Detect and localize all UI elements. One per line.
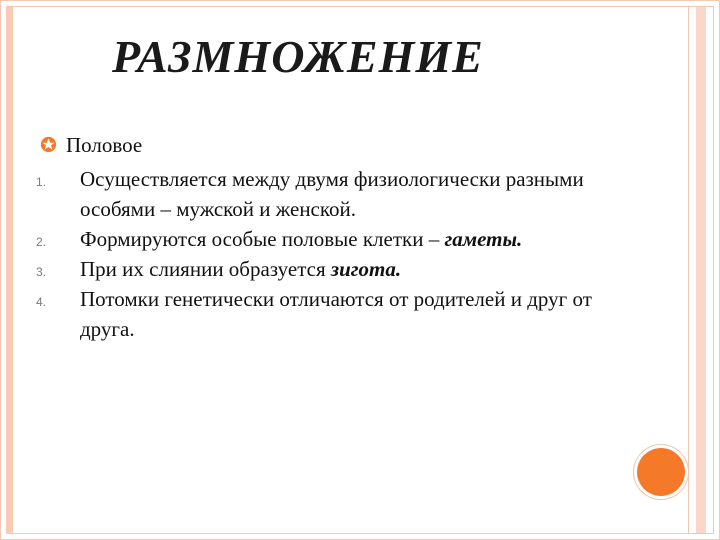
list-text: Потомки генетически отличаются от родителей и друг от друга. (80, 287, 592, 341)
numbered-list (36, 164, 616, 344)
left-frame-stripe (6, 6, 13, 534)
slide-title: РАЗМНОЖЕНИЕ (112, 31, 484, 82)
right-frame-stripe (688, 6, 714, 534)
orange-star-bullet-icon (40, 136, 57, 153)
list-number: 2. (36, 235, 47, 249)
list-text: Формируются особые половые клетки – (80, 227, 440, 251)
list-number: 4. (36, 295, 47, 309)
decorative-circle (637, 448, 685, 496)
top-frame-line (6, 6, 714, 7)
list-item (36, 254, 616, 284)
list-number: 1. (36, 175, 47, 189)
section-heading: Половое (66, 133, 143, 157)
term-gametes: гаметы. (444, 227, 523, 251)
list-item (36, 284, 616, 344)
list-text: Осуществляется между двумя физиологически разными особями – мужской и женской. (80, 167, 584, 221)
list-number: 3. (36, 265, 47, 279)
list-text: При их слиянии образуется (80, 257, 326, 281)
bottom-frame-line (6, 533, 714, 534)
term-zygote: зигота. (330, 257, 402, 281)
list-item (36, 164, 616, 224)
list-item (36, 224, 616, 254)
